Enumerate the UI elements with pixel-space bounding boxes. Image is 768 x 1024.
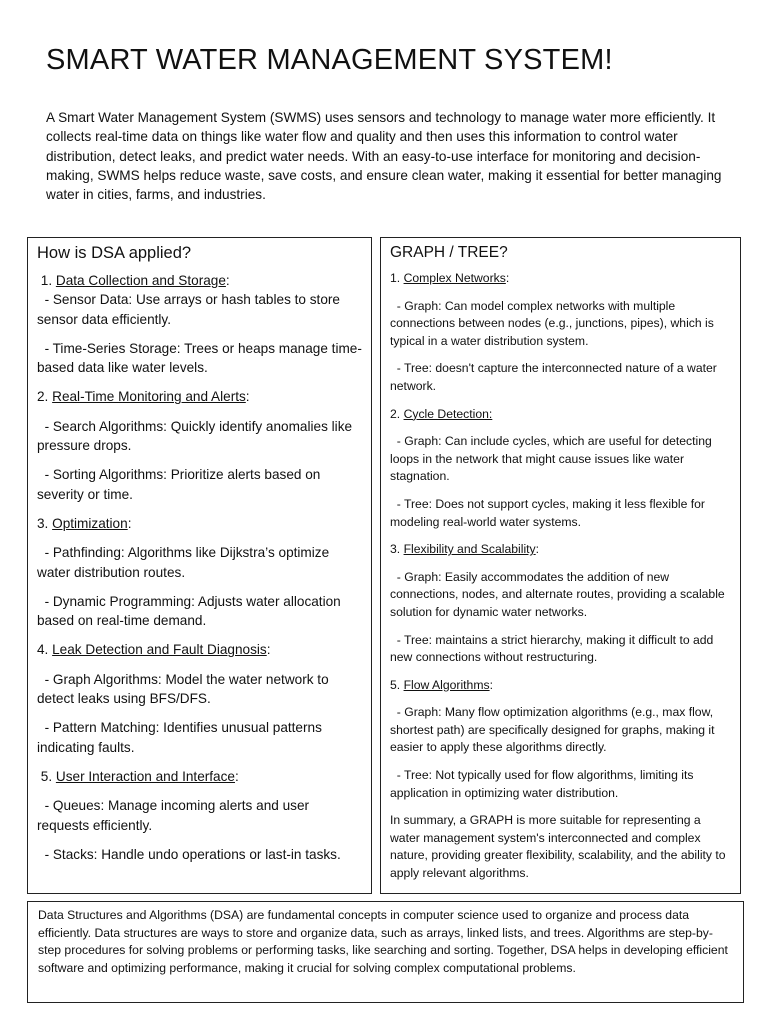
section-title: Flexibility and Scalability	[403, 542, 536, 557]
section-title: Cycle Detection:	[403, 406, 493, 421]
section-number: 4.	[37, 642, 53, 658]
section-item: - Tree: Not typically used for flow algorithms, limiting its application in optimizing water distribution.	[390, 768, 697, 800]
dsa-definition-panel	[27, 901, 744, 1003]
section-item: - Tree: doesn't capture the interconnected nature of a water network.	[390, 361, 721, 393]
section-number: 3.	[37, 515, 53, 531]
graph-section: 1. Complex Networks: - Graph: Can model complex networks with multiple connections between nodes (e.g., junctions, pipes), which is typical in a water distribution system. - Tree: doesn't capture the interconnected nature of a water network.	[390, 270, 732, 396]
section-item: - Tree: Does not support cycles, making it less flexible for modeling real-world water systems.	[390, 496, 709, 529]
section-item: - Time-Series Storage: Trees or heaps manage time-based data like water levels.	[37, 340, 362, 376]
page-title: SMART WATER MANAGEMENT SYSTEM!	[46, 44, 613, 76]
intro-paragraph: A Smart Water Management System (SWMS) uses sensors and technology to manage water more efficiently. It collects real-time data on things like water flow and quality and then uses this information to control water distribution, detect leaks, and predict water needs. With an easy-to-use interface for monitoring and decision-making, SWMS helps reduce waste, save costs, and ensure clean water, making it essential for better managing water in cities, farms, and industries.	[46, 110, 722, 203]
section-item: - Graph Algorithms: Model the water network to detect leaks using BFS/DFS.	[37, 671, 333, 707]
section-number: 1.	[37, 273, 56, 288]
section-number: 1.	[390, 271, 404, 285]
section-number: 2.	[37, 389, 53, 405]
dsa-section: 1. Data Collection and Storage: - Sensor Data: Use arrays or hash tables to store sensor data efficiently. - Time-Series Storage: Trees or heaps manage time-based data like water levels.	[37, 271, 363, 377]
section-title: Real-Time Monitoring and Alerts	[52, 389, 246, 405]
section-item: - Graph: Many flow optimization algorithms (e.g., max flow, shortest path) are specifically designed for graphs, making it easier to apply these algorithms directly.	[390, 705, 718, 755]
section-item: - Graph: Easily accommodates the addition of new connections, nodes, and alternate routes, providing a scalable solution for dynamic water networks.	[390, 569, 729, 619]
section-number: 5.	[37, 768, 56, 784]
dsa-applied-panel	[27, 237, 372, 894]
section-item: - Queues: Manage incoming alerts and user requests efficiently.	[37, 798, 313, 833]
dsa-section: 4. Leak Detection and Fault Diagnosis: - Graph Algorithms: Model the water network to detect leaks using BFS/DFS. - Pattern Matching: Identifies unusual patterns indicating faults.	[37, 640, 363, 756]
section-item: - Search Algorithms: Quickly identify anomalies like pressure drops.	[37, 418, 356, 454]
graph-summary: In summary, a GRAPH is more suitable for representing a water management system's interconnected and complex nature, providing greater flexibility, scalability, and the ability to apply relevant algorithms.	[390, 813, 726, 881]
section-number: 2.	[390, 406, 404, 421]
dsa-definition-text: Data Structures and Algorithms (DSA) are fundamental concepts in computer science used to organize and process data efficiently. Data structures are ways to store and organize data, such as arrays, linked lists, and trees. Algorithms are step-by-step procedures for solving problems or performing tasks, like searching and sorting. Together, DSA helps in developing efficient software and optimizing performance, making it crucial for solving complex computational problems.	[38, 908, 728, 975]
section-number: 5.	[390, 677, 404, 692]
section-item: - Dynamic Programming: Adjusts water allocation based on real-time demand.	[37, 593, 345, 629]
graph-tree-panel	[380, 237, 741, 894]
section-title: Optimization	[52, 515, 128, 531]
section-item: - Sensor Data: Use arrays or hash tables to store sensor data efficiently.	[37, 292, 344, 327]
dsa-section: 3. Optimization: - Pathfinding: Algorithms like Dijkstra’s optimize water distribution routes. - Dynamic Programming: Adjusts water allocation based on real-time demand.	[37, 514, 363, 630]
section-item: - Graph: Can include cycles, which are useful for detecting loops in the network that might cause issues like water stagnation.	[390, 434, 716, 484]
section-title: Leak Detection and Fault Diagnosis	[52, 642, 267, 658]
dsa-section: 2. Real-Time Monitoring and Alerts: - Search Algorithms: Quickly identify anomalies like pressure drops. - Sorting Algorithms: Prioritize alerts based on severity or time.	[37, 387, 363, 503]
section-item: - Stacks: Handle undo operations or last-in tasks.	[37, 846, 341, 862]
section-title: Flow Algorithms	[403, 677, 490, 692]
dsa-panel-heading: How is DSA applied?	[37, 244, 192, 262]
section-title: Data Collection and Storage	[55, 273, 226, 288]
section-number: 3.	[390, 542, 404, 557]
graph-section: 3. Flexibility and Scalability: - Graph: Easily accommodates the addition of new connections, nodes, and alternate routes, providing a scalable solution for dynamic water networks. - Tree: maintains a strict hierarchy, making it difficult to add new connections without restructuring.	[390, 541, 732, 667]
graph-panel-heading: GRAPH / TREE?	[390, 244, 508, 261]
section-item: - Pattern Matching: Identifies unusual patterns indicating faults.	[37, 720, 326, 755]
section-item: - Pathfinding: Algorithms like Dijkstra’s optimize water distribution routes.	[37, 545, 333, 580]
section-item: - Graph: Can model complex networks with multiple connections between nodes (e.g., junctions, pipes), which is typical in a water distribution system.	[390, 298, 718, 348]
section-item: - Sorting Algorithms: Prioritize alerts based on severity or time.	[37, 467, 325, 502]
section-item: - Tree: maintains a strict hierarchy, making it difficult to add new connections without restructuring.	[390, 632, 717, 665]
dsa-section: 5. User Interaction and Interface: - Queues: Manage incoming alerts and user requests efficiently. - Stacks: Handle undo operations or last-in tasks.	[37, 767, 363, 864]
graph-section	[390, 406, 732, 532]
graph-section: 5. Flow Algorithms: - Graph: Many flow optimization algorithms (e.g., max flow, shortest path) are specifically designed for graphs, making it easier to apply these algorithms directly. - Tree: Not typically used for flow algorithms, limiting its application in optimizing water distribution.	[390, 677, 732, 803]
section-title: User Interaction and Interface	[55, 768, 235, 784]
section-title: Complex Networks	[403, 271, 506, 285]
